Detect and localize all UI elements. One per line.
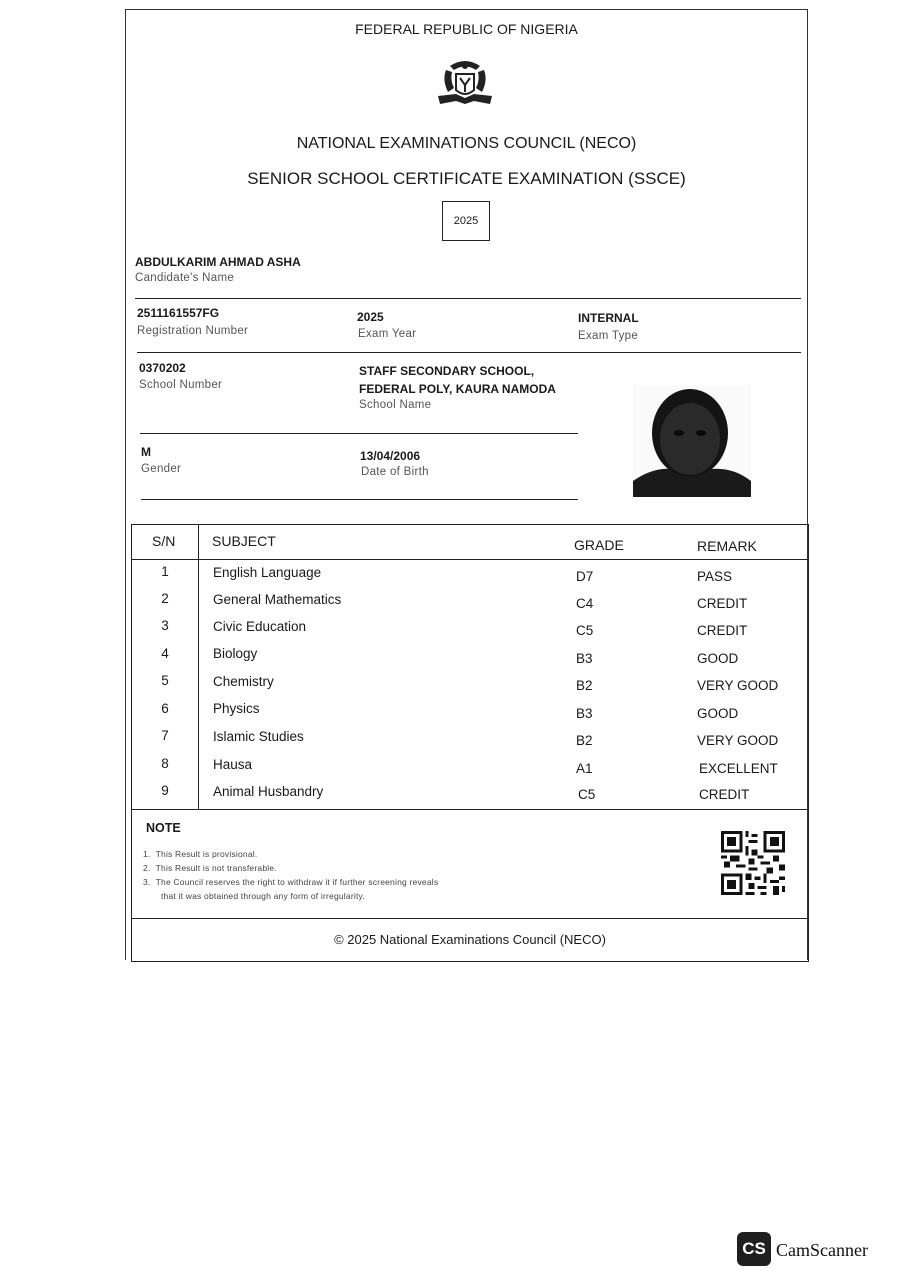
row-sn: 9 bbox=[161, 783, 169, 798]
date-of-birth-label: Date of Birth bbox=[361, 466, 429, 478]
divider bbox=[137, 352, 801, 353]
row-remark: VERY GOOD bbox=[697, 733, 779, 748]
row-subject: Physics bbox=[213, 701, 260, 716]
row-grade: B3 bbox=[576, 651, 593, 666]
row-subject: Hausa bbox=[213, 757, 253, 772]
exam-title: SENIOR SCHOOL CERTIFICATE EXAMINATION (SSCE) bbox=[247, 169, 686, 188]
table-bottom-divider bbox=[131, 809, 809, 810]
year-box: 2025 bbox=[442, 201, 490, 241]
school-name-line2: FEDERAL POLY, KAURA NAMODA bbox=[359, 382, 556, 396]
candidate-name: ABDULKARIM AHMAD ASHA bbox=[135, 255, 301, 269]
row-grade: D7 bbox=[576, 569, 594, 584]
school-name-label: School Name bbox=[359, 399, 432, 411]
row-grade: C5 bbox=[578, 787, 596, 802]
note-item-3-continued: that it was obtained through any form of irregularity. bbox=[161, 891, 365, 901]
row-remark: CREDIT bbox=[699, 787, 750, 802]
row-remark: EXCELLENT bbox=[699, 761, 778, 776]
note-item-3: 3. The Council reserves the right to withdraw it if further screening reveals bbox=[143, 877, 439, 887]
row-grade: B3 bbox=[576, 706, 593, 721]
candidate-photo bbox=[633, 385, 751, 497]
header-sn: S/N bbox=[152, 533, 176, 549]
row-grade: A1 bbox=[576, 761, 593, 776]
school-name-line1: STAFF SECONDARY SCHOOL, bbox=[359, 364, 535, 378]
row-sn: 1 bbox=[161, 564, 169, 579]
row-sn: 2 bbox=[161, 591, 169, 606]
row-subject: English Language bbox=[213, 565, 322, 580]
column-divider bbox=[198, 524, 199, 809]
divider bbox=[140, 433, 578, 434]
note-item-2: 2. This Result is not transferable. bbox=[143, 863, 277, 873]
council-title: NATIONAL EXAMINATIONS COUNCIL (NECO) bbox=[296, 135, 637, 152]
note-item-1: 1. This Result is provisional. bbox=[143, 849, 258, 859]
exam-type: INTERNAL bbox=[578, 311, 639, 325]
date-of-birth: 13/04/2006 bbox=[360, 449, 421, 463]
copyright-footer: © 2025 National Examinations Council (NECO) bbox=[334, 932, 606, 947]
footer-divider bbox=[131, 918, 809, 919]
camscanner-logo: CS bbox=[737, 1232, 771, 1266]
row-subject: Civic Education bbox=[213, 619, 307, 634]
row-subject: General Mathematics bbox=[213, 592, 342, 607]
row-sn: 8 bbox=[161, 756, 169, 771]
qr-code-icon bbox=[721, 831, 785, 895]
row-remark: CREDIT bbox=[697, 596, 748, 611]
row-subject: Biology bbox=[213, 646, 258, 661]
row-grade: C5 bbox=[576, 623, 594, 638]
republic-title: FEDERAL REPUBLIC OF NIGERIA bbox=[355, 21, 578, 37]
row-subject: Animal Husbandry bbox=[213, 784, 324, 799]
coat-of-arms-icon bbox=[436, 58, 494, 106]
note-title: NOTE bbox=[146, 821, 181, 835]
row-sn: 4 bbox=[161, 646, 169, 661]
camscanner-brand: CamScanner bbox=[776, 1240, 868, 1260]
divider bbox=[135, 298, 801, 299]
header-remark: REMARK bbox=[697, 538, 757, 554]
gender: M bbox=[141, 445, 151, 459]
row-sn: 5 bbox=[161, 673, 169, 688]
exam-year: 2025 bbox=[357, 310, 384, 324]
exam-year-label: Exam Year bbox=[358, 328, 417, 340]
school-number-label: School Number bbox=[139, 379, 223, 391]
row-grade: B2 bbox=[576, 678, 593, 693]
candidate-name-label: Candidate's Name bbox=[135, 272, 235, 284]
exam-type-label: Exam Type bbox=[578, 330, 639, 342]
table-header-divider bbox=[131, 559, 809, 560]
row-grade: C4 bbox=[576, 596, 594, 611]
row-remark: GOOD bbox=[697, 651, 739, 666]
row-remark: PASS bbox=[697, 569, 733, 584]
row-subject: Islamic Studies bbox=[213, 729, 304, 744]
gender-label: Gender bbox=[141, 463, 182, 475]
row-sn: 6 bbox=[161, 701, 169, 716]
registration-number-label: Registration Number bbox=[137, 325, 249, 337]
header-subject: SUBJECT bbox=[212, 533, 276, 549]
registration-number: 2511161557FG bbox=[137, 306, 220, 320]
row-subject: Chemistry bbox=[213, 674, 274, 689]
divider bbox=[141, 499, 578, 500]
row-grade: B2 bbox=[576, 733, 593, 748]
row-sn: 3 bbox=[161, 618, 169, 633]
row-sn: 7 bbox=[161, 728, 169, 743]
row-remark: CREDIT bbox=[697, 623, 748, 638]
row-remark: GOOD bbox=[697, 706, 739, 721]
school-number: 0370202 bbox=[139, 361, 186, 375]
row-remark: VERY GOOD bbox=[697, 678, 779, 693]
header-grade: GRADE bbox=[574, 537, 624, 553]
